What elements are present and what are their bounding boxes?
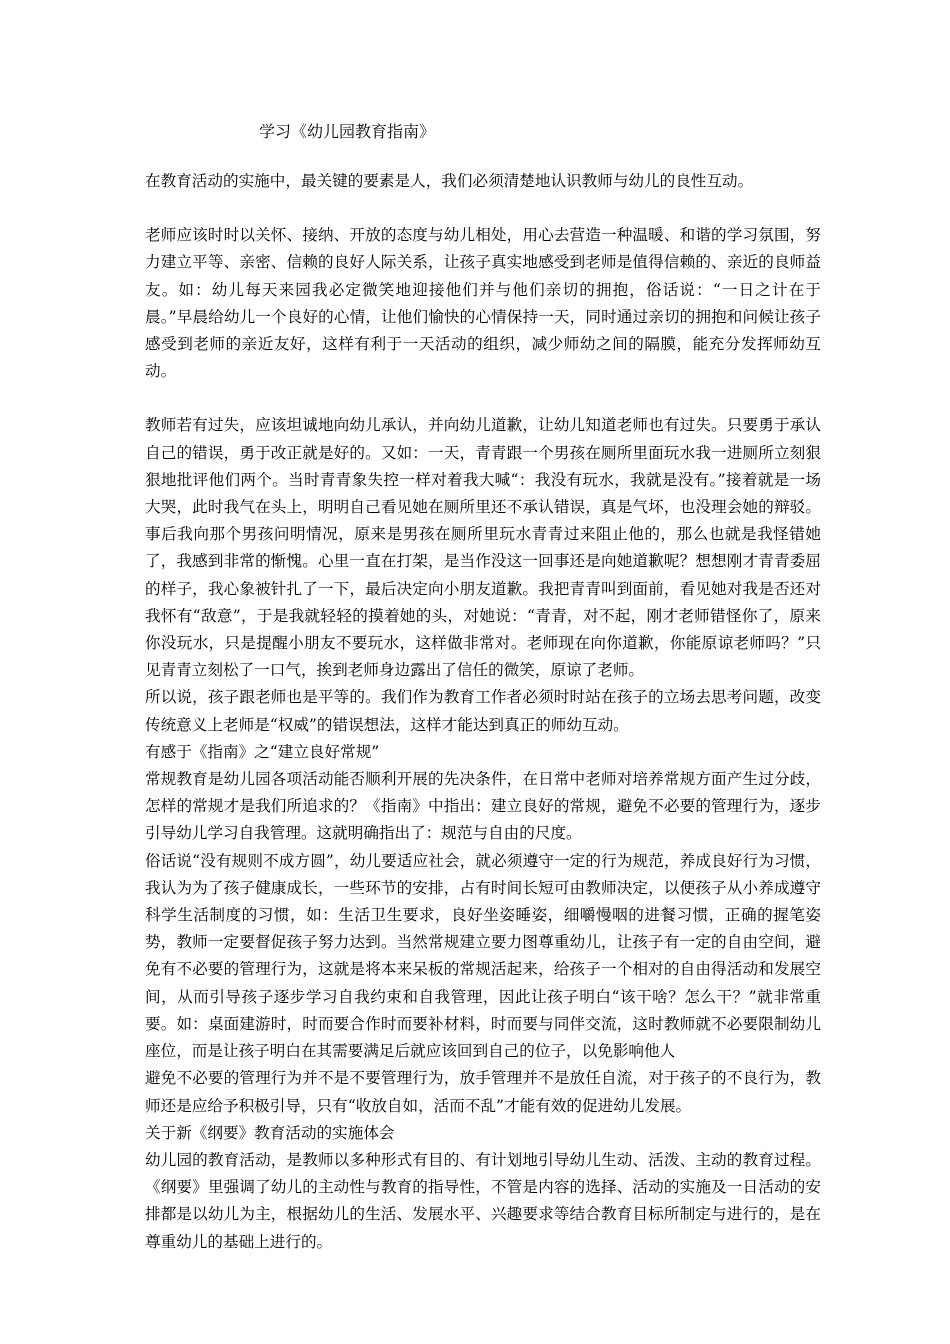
paragraph-spacer — [145, 385, 821, 412]
document-page — [145, 118, 821, 1256]
paragraph-teacher-apology: 教师若有过失，应该坦诚地向幼儿承认，并向幼儿道歉，让幼儿知道老师也有过失。只要勇于承认自己的错误，勇于改正就是好的。又如：一天，青青跟一个男孩在厕所里面玩水我一进厕所立刻狠狠地批评他们两个。当时青青象失控一样对着我大喊“：我没有玩水，我就是没有。”接着就是一场大哭，此时我气在头上，明明自己看见她在厕所里还不承认错误，真是气坏，也没理会她的辩驳。事后我向那个男孩问明情况，原来是男孩在厕所里玩水青青过来阻止他的，那么也就是我怪错她了，我感到非常的惭愧。心里一直在打架，是当作没这一回事还是向她道歉呢？想想刚才青青委屈的样子，我心象被针扎了一下，最后决定向小朋友道歉。我把青青叫到面前，看见她对我是否还对我怀有“敌意”，于是我就轻轻的摸着她的头，对她说：“青青，对不起，刚才老师错怪你了，原来你没玩水，只是提醒小朋友不要玩水，这样做非常对。老师现在向你道歉，你能原谅老师吗？”只见青青立刻松了一口气，挨到老师身边露出了信任的微笑，原谅了老师。 — [145, 416, 821, 680]
document-title: 学习《幼儿园教育指南》 — [259, 122, 436, 141]
section-heading-outline: 关于新《纲要》教育活动的实施体会 — [145, 1123, 395, 1142]
paragraph-spacer — [145, 195, 821, 222]
paragraph-intro: 在教育活动的实施中，最关键的要素是人，我们必须清楚地认识教师与幼儿的良性互动。 — [145, 172, 754, 190]
paragraph-rules: 俗话说“没有规则不成方圆”，幼儿要适应社会，就必须遵守一定的行为规范，养成良好行为习惯，我认为为了孩子健康成长，一些环节的安排，占有时间长短可由教师决定，以便孩子从小养成遵守科学生活制度的习惯，如：生活卫生要求，良好坐姿睡姿，细嚼慢咽的进餐习惯，正确的握笔姿势，教师一定要督促孩子努力达到。当然常规建立要力图尊重幼儿，让孩子有一定的自由空间，避免有不必要的管理行为，这就是将本来呆板的常规活起来，给孩子一个相对的自由得活动和发展空间，从而引导孩子逐步学习自我约束和自我管理，因此让孩子明白“该干啥？怎么干？”就非常重要。如：桌面建游时，时而要合作时而要补材料，时而要与同伴交流，这时教师就不必要限制幼儿座位，而是让孩子明白在其需要满足后就应该回到自己的位子，以免影响他人 — [145, 851, 821, 1061]
paragraph-equality: 所以说，孩子跟老师也是平等的。我们作为教育工作者必须时时站在孩子的立场去思考问题，改变传统意义上老师是“权威”的错误想法，这样才能达到真正的师幼互动。 — [145, 688, 821, 734]
paragraph-education-activity: 幼儿园的教育活动，是教师以多种形式有目的、有计划地引导幼儿生动、活泼、主动的教育过程。《纲要》里强调了幼儿的主动性与教育的指导性，不管是内容的选择、活动的实施及一日活动的安排都是以幼儿为主，根据幼儿的生活、发展水平、兴趣要求等结合教育目标所制定与进行的，是在尊重幼儿的基础上进行的。 — [145, 1150, 821, 1251]
paragraph-routine-education: 常规教育是幼儿园各项活动能否顺利开展的先决条件，在日常中老师对培养常规方面产生过分歧，怎样的常规才是我们所追求的？《指南》中指出：建立良好的常规，避免不必要的管理行为，逐步引导幼儿学习自我管理。这就明确指出了：规范与自由的尺度。 — [145, 770, 821, 843]
paragraph-teacher-attitude: 老师应该时时以关怀、接纳、开放的态度与幼儿相处，用心去营造一种温暖、和谐的学习氛围，努力建立平等、亲密、信赖的良好人际关系，让孩子真实地感受到老师是值得信赖的、亲近的良师益友。如：幼儿每天来园我必定微笑地迎接他们并与他们亲切的拥抱，俗话说：“一日之计在于晨。”早晨给幼儿一个良好的心情，让他们愉快的心情保持一天，同时通过亲切的拥抱和问候让孩子感受到老师的亲近友好，这样有利于一天活动的组织，减少师幼之间的隔膜，能充分发挥师幼互动。 — [145, 226, 821, 381]
paragraph-management: 避免不必要的管理行为并不是不要管理行为，放手管理并不是放任自流，对于孩子的不良行为，教师还是应给予积极引导，只有“收放自如，活而不乱”才能有效的促进幼儿发展。 — [145, 1069, 821, 1115]
section-heading-routine: 有感于《指南》之“建立良好常规” — [145, 742, 380, 761]
